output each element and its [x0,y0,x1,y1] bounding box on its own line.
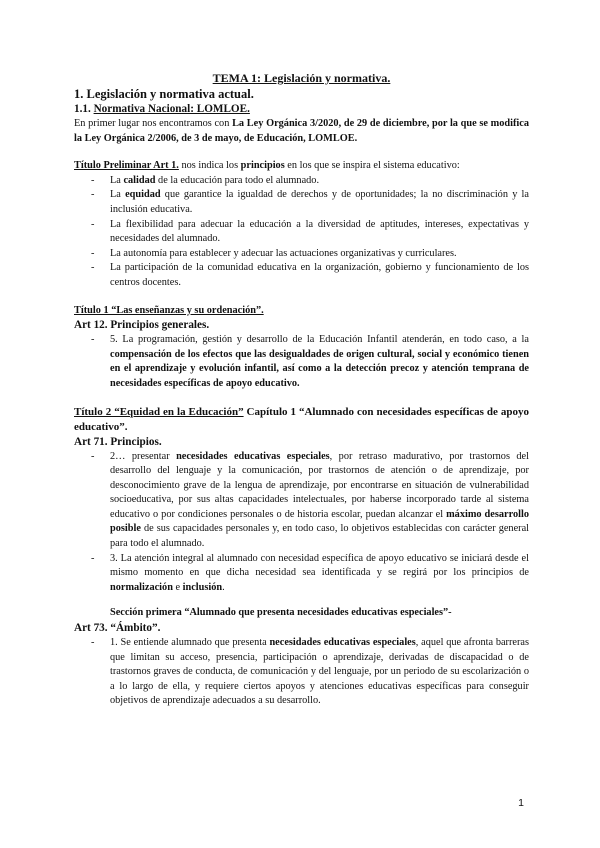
preliminar-bold: principios [240,160,285,172]
preliminar-text: nos indica los [178,160,241,172]
list-item-text: La [110,174,124,186]
intro-text: En primer lugar nos encontramos con [74,118,233,129]
list-item-text: La flexibilidad para adecuar la educación a la diversidad de aptitudes, intereses, expectativas y necesidades del alumnado. [110,218,529,245]
list-item-text: La [110,189,126,201]
subsection-label: Normativa Nacional: LOMLOE. [93,103,250,115]
document-page [74,70,529,709]
list-item [74,636,529,709]
art12-heading: Art 12. Principios generales. [74,319,210,332]
list-item [74,218,529,247]
list-item-text: La participación de la comunidad educativa en la organización, gobierno y funcionamiento de los centros docentes. [110,262,529,288]
principles-list [74,174,529,291]
list-item-bold: máximo desarrollo posible [110,508,529,535]
preliminar-label: Título Preliminar Art 1. [74,160,179,172]
list-item [74,188,529,217]
page-number: 1 [518,797,524,809]
list-item-text: que garantice la igualdad de derechos y de oportunidades; la no discriminación y la inclusión educativa. [110,189,529,215]
list-item [74,261,529,290]
seccion-primera-heading: Sección primera “Alumnado que presenta necesidades educativas especiales”- [110,607,452,619]
list-item-text: , aquel que afronta barreras que limitan su acceso, presencia, participación o aprendizaje, derivadas de discapacidad o de trastornos graves de conducta, de comunicación y del lenguaje, por un periodo de su escolarización o a lo largo de ella, y requiere ciertos apoyos y atenciones educativas específicas para conseguir objetivos de aprendizaje adecuados a su desarrollo. [110,637,529,707]
list-item-bold: necesidades educativas especiales [269,637,416,649]
titulo2-heading [74,405,529,435]
intro-paragraph [74,117,529,146]
art73-heading: Art 73. “Ámbito”. [74,622,161,635]
list-item-text: , por retraso madurativo, por trastornos del desarrollo del lenguaje y la comunicación, por trastornos de atención o de aprendizaje, por desconocimiento grave de la lengua de aprendizaje, por encontrarse en situación de vulnerabilidad socioeducativa, por sus altas capacidades intelectuales, por haberse incorporado tarde al sistema educativo o por condiciones personales o de historia escolar, puedan alcanzar el [110,450,529,520]
section-heading-legislacion: 1. Legislación y normativa actual. [74,87,254,101]
list-item-bold: equidad [125,189,161,201]
list-item-text: . [222,581,225,593]
list-item-bold: calidad [123,174,156,186]
subsection-number: 1.1. [74,103,91,115]
document-title: TEMA 1: Legislación y normativa. [212,71,391,85]
intro-law-name: La Ley Orgánica 3/2020, de 29 de diciembre, por la que se modifica la Ley Orgánica 2/2006, de 3 de mayo, de Educación, LOMLOE. [74,118,529,144]
list-item [74,174,529,189]
list-item-text: 2… presentar [110,450,177,462]
list-item-bold: necesidades educativas especiales [176,450,330,462]
art71-heading: Art 71. Principios. [74,435,162,448]
art73-list [74,636,529,709]
list-item-text: de la educación para todo el alumnado. [155,174,320,186]
titulo1-label: Título 1 “Las enseñanzas y su ordenación”. [74,304,264,316]
list-item-bold: inclusión [182,581,223,593]
preliminar-paragraph [74,159,529,174]
list-item-bold: normalización [110,581,173,593]
list-item-text: de sus capacidades personales y, en todo caso, lo objetivos establecidas con carácter general para todo el alumnado. [110,523,529,550]
list-item [74,247,529,262]
list-item-bold: compensación de los efectos que las desigualdades de origen cultural, social y económico tienen en el aprendizaje y evolución infantil, así como a la detección precoz y atención temprana de necesidades específicas de apoyo educativo. [110,348,529,389]
list-item [74,450,529,552]
titulo2-chapter: Capítulo 1 “Alumnado con necesidades específicas de apoyo educativo”. [74,405,529,433]
list-item-text: 1. Se entiende alumnado que presenta [110,637,270,649]
list-item-text: La autonomía para establecer y adecuar las actuaciones organizativas y curriculares. [110,247,457,259]
titulo1-heading [74,304,529,319]
titulo2-label: Título 2 “Equidad en la Educación” [74,405,244,418]
list-item-text: e [172,581,183,593]
list-item [74,552,529,596]
preliminar-text-end: en los que se inspira el sistema educativo: [284,160,460,172]
art71-list [74,450,529,596]
art12-list [74,333,529,391]
subsection-heading-lomloe [74,102,529,117]
list-item-text: 3. La atención integral al alumnado con necesidad específica de apoyo educativo se iniciará desde el mismo momento en que dicha necesidad sea identificada y se regirá por los principios de [110,552,529,579]
list-item-text: 5. La programación, gestión y desarrollo de la Educación Infantil atenderán, en todo caso, a la [110,334,529,346]
list-item [74,333,529,391]
